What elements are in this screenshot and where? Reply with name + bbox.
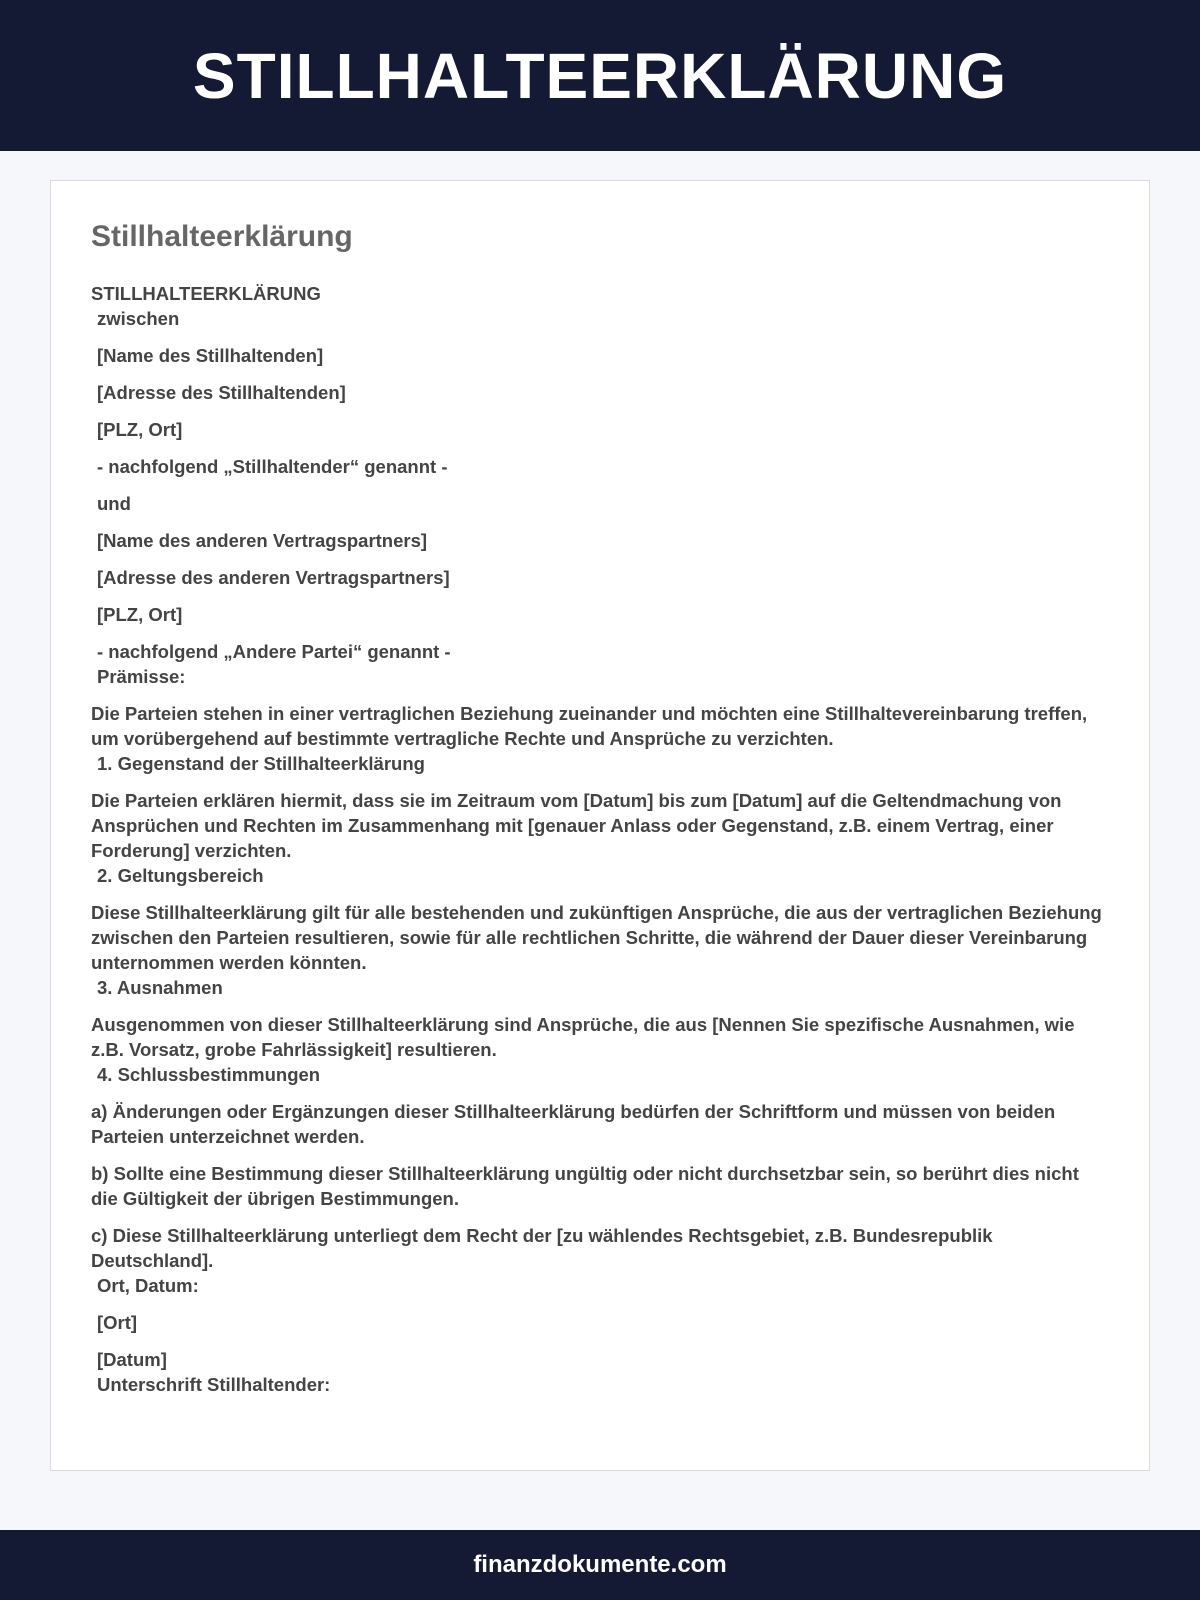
party2-city: [PLZ, Ort] (97, 604, 183, 625)
section4-a: a) Änderungen oder Ergänzungen dieser Stillhalteerklärung bedürfen der Schriftform und müssen von beiden Parteien unterzeichnet werden. (91, 1101, 1056, 1147)
section2-text: Diese Stillhalteerklärung gilt für alle bestehenden und zukünftigen Ansprüche, die aus der vertraglichen Beziehung zwischen den Parteien resultieren, sowie für alle rechtlichen Schritte, die während der Dauer dieser Vereinbarung unternommen werden könnten. (91, 902, 1102, 973)
party1-city: [PLZ, Ort] (97, 419, 183, 440)
section2-heading: 2. Geltungsbereich (97, 865, 264, 886)
document-title: Stillhalteerklärung (91, 220, 353, 253)
page-footer (0, 1530, 1200, 1600)
signature-label: Unterschrift Stillhaltender: (97, 1374, 331, 1395)
premise-heading: Prämisse: (97, 666, 186, 687)
party2-label: - nachfolgend „Andere Partei“ genannt - (97, 641, 451, 662)
party1-label: - nachfolgend „Stillhaltender“ genannt - (97, 456, 448, 477)
and-text: und (97, 493, 131, 514)
document-heading: STILLHALTEERKLÄRUNG (91, 283, 321, 304)
place-placeholder: [Ort] (97, 1312, 138, 1333)
section1-heading: 1. Gegenstand der Stillhalteerklärung (97, 753, 425, 774)
section1-text: Die Parteien erklären hiermit, dass sie im Zeitraum vom [Datum] bis zum [Datum] auf die Geltendmachung von Ansprüchen und Rechten im Zusammenhang mit [genauer Anlass oder Gegenstand, z.B. einem Vertrag, einer Forderung] verzichten. (91, 790, 1062, 861)
party1-address: [Adresse des Stillhaltenden] (97, 382, 346, 403)
party2-name: [Name des anderen Vertragspartners] (97, 530, 428, 551)
section3-text: Ausgenommen von dieser Stillhalteerklärung sind Ansprüche, die aus [Nennen Sie spezifische Ausnahmen, wie z.B. Vorsatz, grobe Fahrlässigkeit] resultieren. (91, 1014, 1075, 1060)
section4-heading: 4. Schlussbestimmungen (97, 1064, 321, 1085)
section4-b: b) Sollte eine Bestimmung dieser Stillhalteerklärung ungültig oder nicht durchsetzbar sein, so berührt dies nicht die Gültigkeit der übrigen Bestimmungen. (91, 1163, 1079, 1209)
section3-heading: 3. Ausnahmen (97, 977, 223, 998)
footer-site: finanzdokumente.com (473, 1551, 727, 1578)
party1-name: [Name des Stillhaltenden] (97, 345, 324, 366)
header-title: STILLHALTEERKLÄRUNG (192, 39, 1008, 112)
page-header (0, 0, 1200, 151)
document-card (50, 180, 1150, 1471)
section4-c: c) Diese Stillhalteerklärung unterliegt dem Recht der [zu wählendes Rechtsgebiet, z.B. Bundesrepublik Deutschland]. (91, 1225, 993, 1271)
document-body (91, 281, 1109, 1397)
date-placeholder: [Datum] (97, 1349, 167, 1370)
premise-text: Die Parteien stehen in einer vertraglichen Beziehung zueinander und möchten eine Stillhaltevereinbarung treffen, um vorübergehend auf bestimmte vertragliche Rechte und Ansprüche zu verzichten. (91, 703, 1088, 749)
place-date-label: Ort, Datum: (97, 1275, 199, 1296)
between-text: zwischen (97, 308, 180, 329)
party2-address: [Adresse des anderen Vertragspartners] (97, 567, 450, 588)
